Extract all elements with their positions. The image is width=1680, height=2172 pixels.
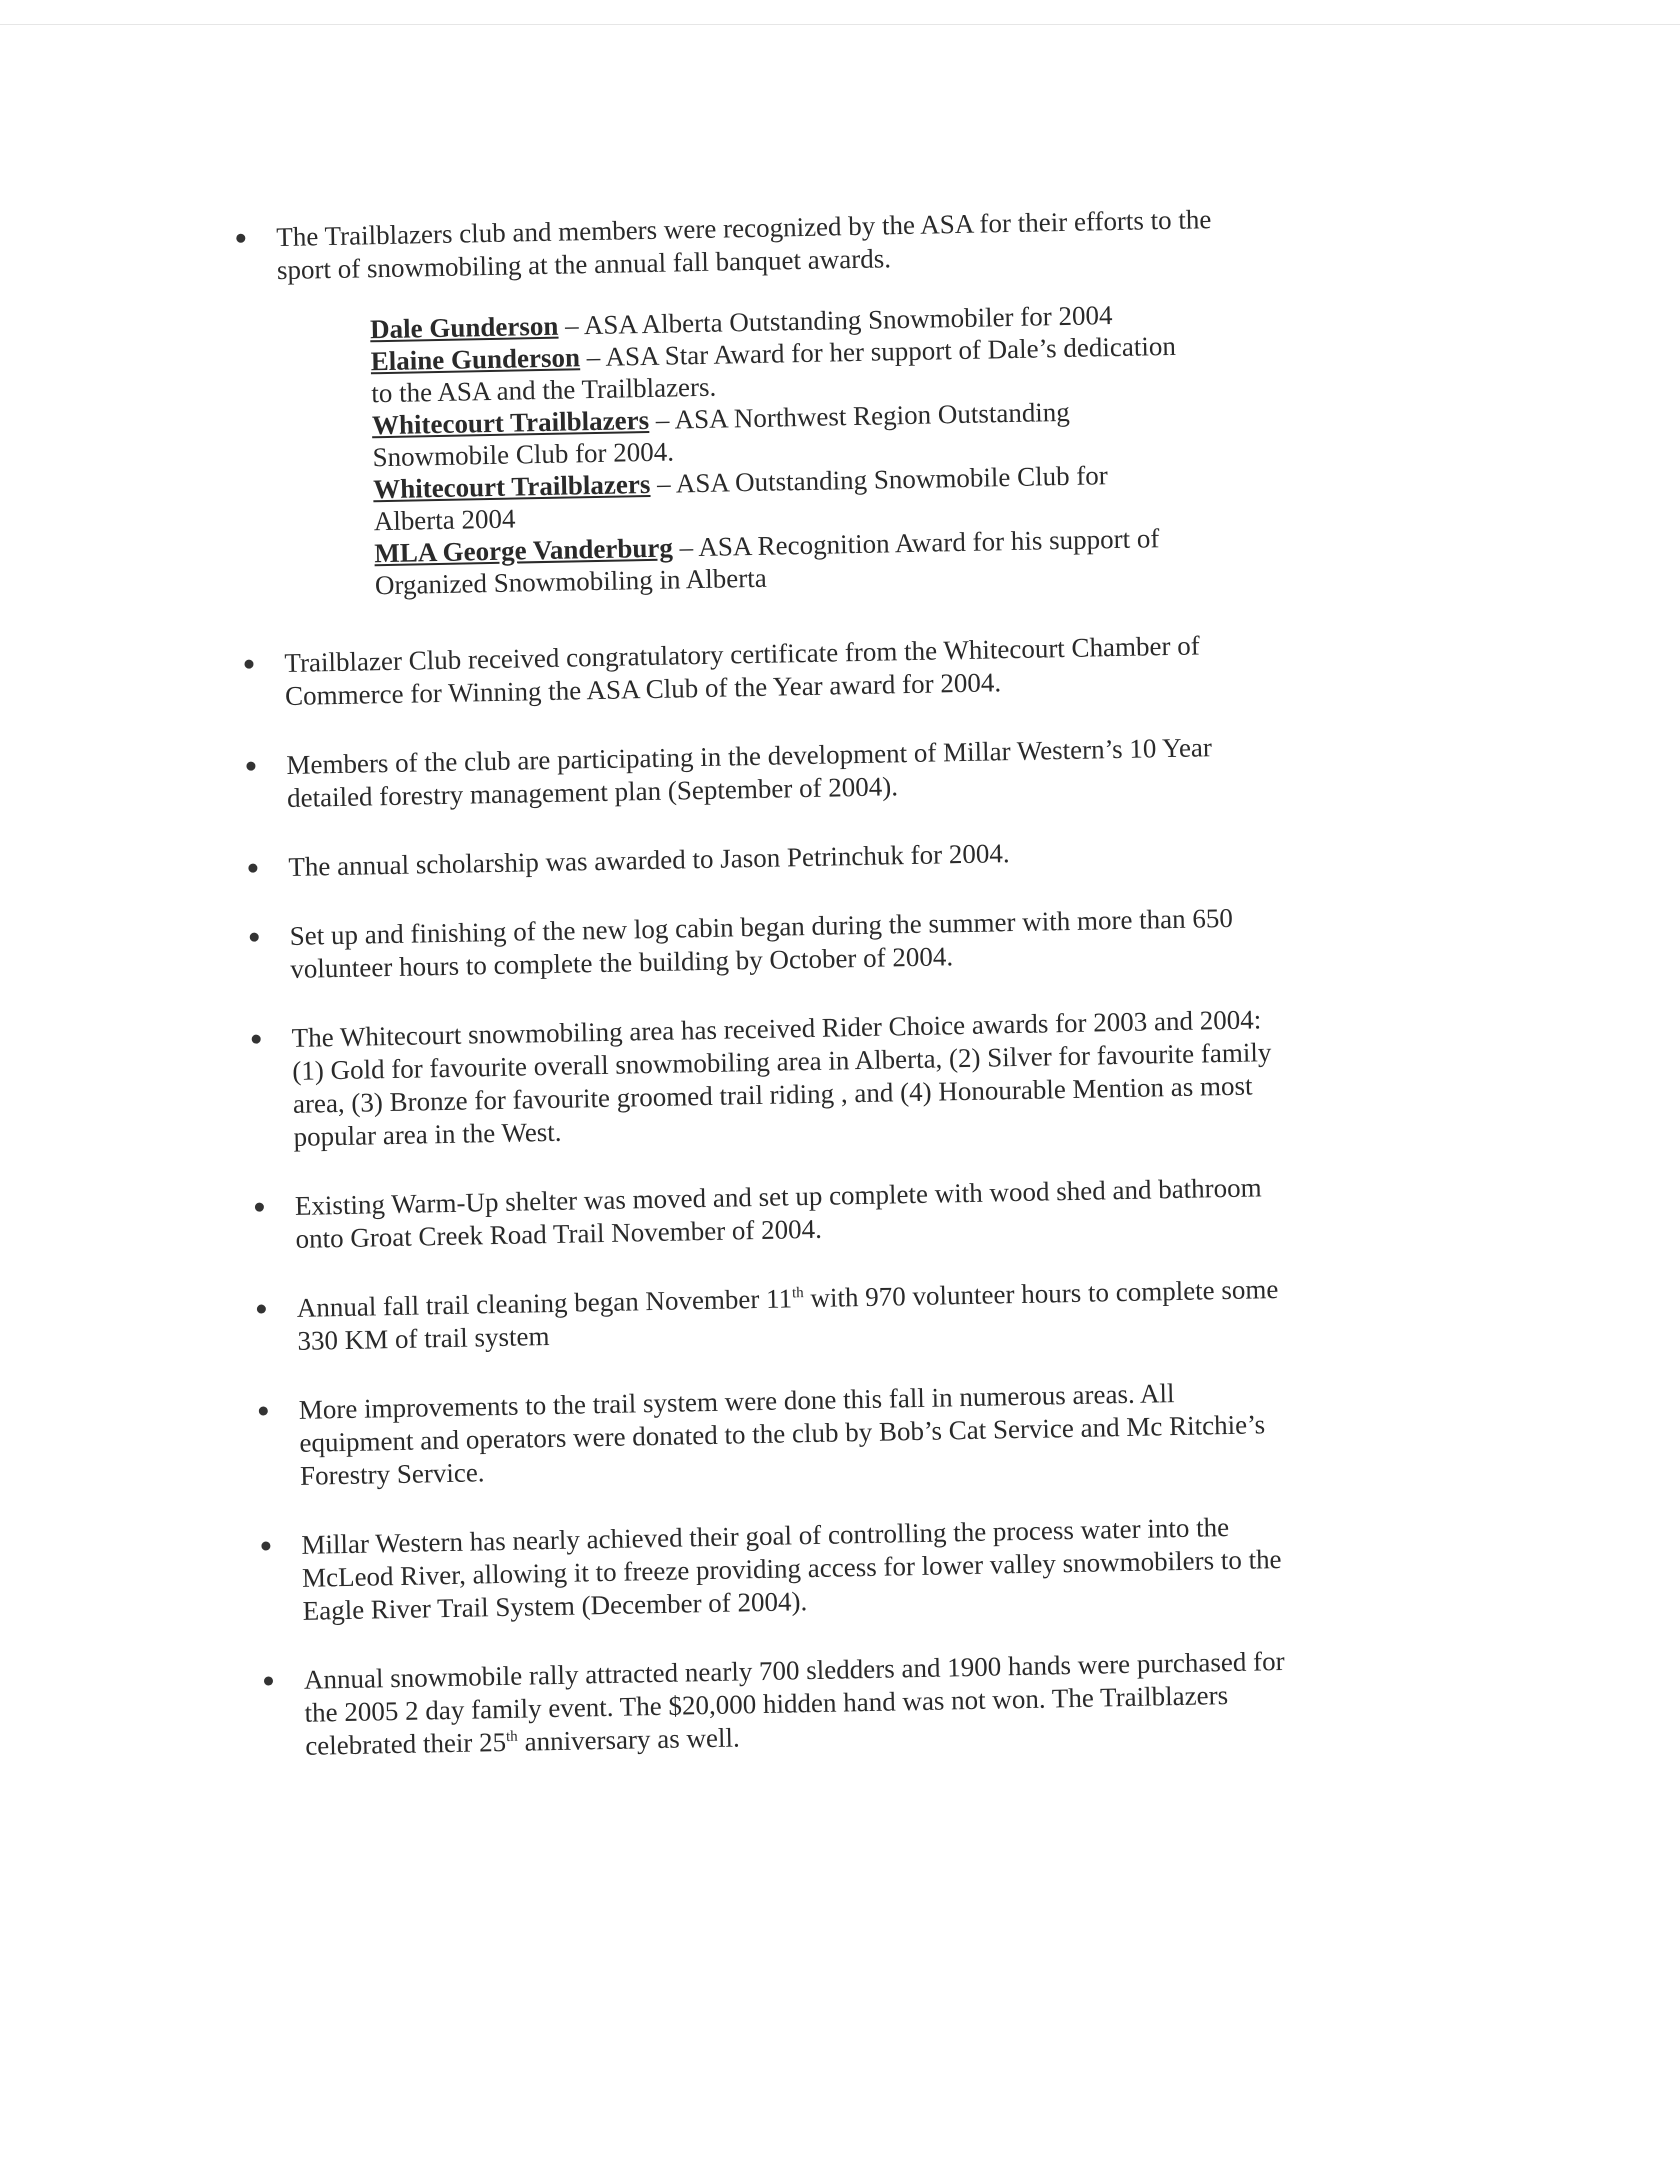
award-recipient: Dale Gunderson <box>369 310 559 345</box>
award-description: – ASA Recognition Award for his support of Organized Snowmobiling in Alberta <box>374 523 1160 601</box>
bullet-dot-icon <box>248 864 257 873</box>
award-description: – ASA Outstanding Snowmobile Club for Alberta 2004 <box>373 460 1109 537</box>
bullet-dot-icon <box>261 1541 270 1550</box>
bullet-item <box>251 1375 1293 1494</box>
bullet-dot-icon <box>244 660 253 669</box>
award-description: – ASA Star Award for her support of Dale’s dedication to the ASA and the Trailblazers. <box>371 330 1177 409</box>
bullet-text-part: with 970 volunteer hours to complete some 330 KM of trail system <box>297 1274 1279 1356</box>
bullet-item <box>228 202 1275 604</box>
bullet-text: Trailblazer Club received congratulatory certificate from the Whitecourt Chamber of Commerce for Winning the ASA Club of the Year award for 2004. <box>284 630 1200 711</box>
bullet-dot-icon <box>259 1406 268 1415</box>
awards-list <box>370 298 1195 602</box>
bullet-item <box>236 628 1277 714</box>
bullet-dot-icon <box>264 1676 273 1685</box>
bullet-item <box>243 1003 1285 1155</box>
bullet-text: Set up and finishing of the new log cabin began during the summer with more than 650 volunteer hours to complete the building by October of 2004. <box>289 902 1234 984</box>
bullet-text <box>297 1273 1290 1358</box>
bullet-text: Members of the club are participating in the development of Millar Western’s 10 Year detailed forestry management plan (September of 2004). <box>286 732 1213 813</box>
bullet-text: Millar Western has nearly achieved their goal of controlling the process water into the McLeod River, allowing it to freeze providing access for lower valley snowmobilers to the Eagle River Trail System (December of 2004). <box>301 1512 1282 1626</box>
bullet-item <box>238 730 1279 816</box>
award-recipient: Whitecourt Trailblazers <box>371 404 650 441</box>
bullet-text: The annual scholarship was awarded to Jason Petrinchuk for 2004. <box>288 838 1010 882</box>
bullet-item <box>253 1510 1295 1629</box>
document-body <box>228 202 1298 1800</box>
bullet-item <box>256 1645 1298 1764</box>
award-recipient: Whitecourt Trailblazers <box>372 468 651 505</box>
bullet-text: The Whitecourt snowmobiling area has received Rider Choice awards for 2003 and 2004: (1) Gold for favourite overall snowmobiling area in Alberta, (2) Silver for favourite family area, (3) Bronze for favourite groomed trail riding , and (4) Honourable Mention as most popular area in the West. <box>291 1004 1272 1152</box>
bullet-dot-icon <box>257 1304 266 1313</box>
award-description: – ASA Alberta Outstanding Snowmobiler for 2004 <box>558 300 1113 341</box>
bullet-dot-icon <box>236 234 245 243</box>
bullet-item <box>247 1171 1288 1257</box>
bullet-text: More improvements to the trail system were done this fall in numerous areas. All equipment and operators were donated to the club by Bob’s Cat Service and Mc Ritchie’s Forestry Service. <box>298 1378 1266 1491</box>
bullet-text-part: anniversary as well. <box>517 1722 740 1757</box>
bullet-item <box>240 832 1280 885</box>
bullet-dot-icon <box>252 1035 261 1044</box>
bullet-text-part: Annual snowmobile rally attracted nearly 700 sledders and 1900 hands were purchased for the 2005 2 day family event. The $20,000 hidden hand was not won. The Trailblazers celebrated their 25 <box>303 1645 1285 1761</box>
bullet-dot-icon <box>250 933 259 942</box>
bullet-item <box>249 1273 1290 1359</box>
award-recipient: Elaine Gunderson <box>370 342 581 377</box>
ordinal-suffix: th <box>791 1285 804 1302</box>
scan-edge <box>0 0 1680 25</box>
award-description: – ASA Northwest Region Outstanding Snowmobile Club for 2004. <box>372 396 1071 473</box>
bullet-text-part: Annual fall trail cleaning began November 11 <box>296 1283 793 1323</box>
ordinal-suffix: th <box>505 1728 518 1745</box>
bullet-text <box>304 1645 1298 1763</box>
bullet-item <box>241 901 1282 987</box>
bullet-dot-icon <box>246 762 255 771</box>
bullet-text: The Trailblazers club and members were recognized by the ASA for their efforts to the sport of snowmobiling at the annual fall banquet awards. <box>276 204 1212 286</box>
bullet-dot-icon <box>255 1202 264 1211</box>
award-recipient: MLA George Vanderburg <box>374 532 674 569</box>
bullet-text: Existing Warm-Up shelter was moved and set up complete with wood shed and bathroom onto Groat Creek Road Trail November of 2004. <box>294 1172 1262 1254</box>
